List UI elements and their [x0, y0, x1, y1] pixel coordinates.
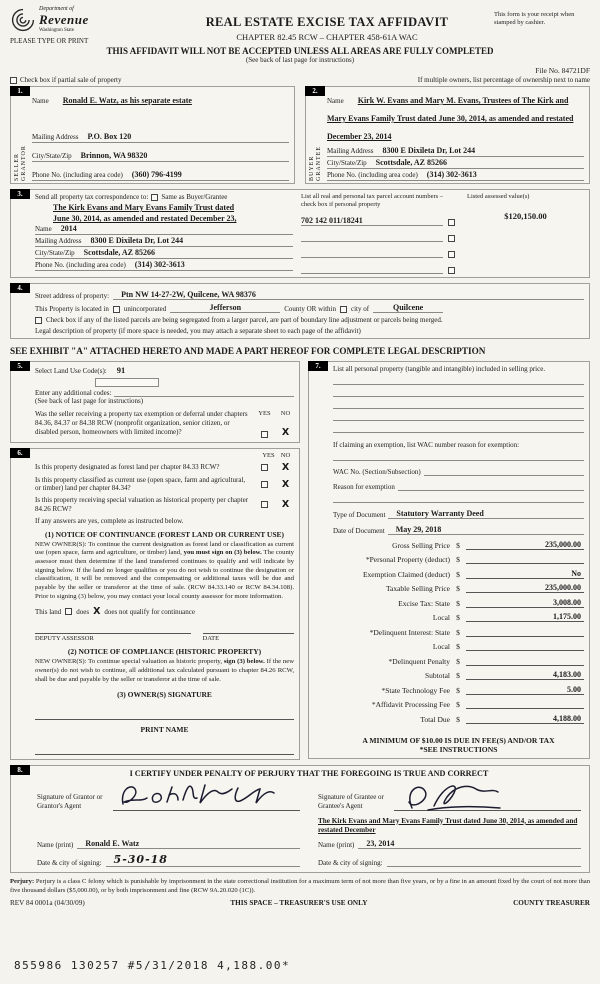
- buyer-csz-row: [327, 157, 584, 169]
- affidavit-processing-fee-label: *Affidavit Processing Fee: [371, 700, 450, 710]
- seller-section: [10, 86, 295, 184]
- if-yes-note: If any answers are yes, complete as instructed below.: [35, 516, 184, 525]
- city-of-label: city of: [351, 305, 370, 314]
- forest-land-question-row: [35, 462, 294, 473]
- grantor-print-name-group: [37, 839, 300, 849]
- buyer-name-label: Name: [327, 97, 344, 105]
- delinquent-penalty-row: [333, 656, 584, 666]
- buyer-mailing-row: [327, 145, 584, 157]
- personal-property-deduct-field[interactable]: [466, 554, 584, 564]
- land-use-label: Select Land Use Code(s):: [35, 367, 107, 376]
- historic-no-answer[interactable]: X: [281, 499, 290, 511]
- revenue-swirl-icon: [10, 7, 36, 33]
- header: [10, 6, 590, 45]
- perjury-notice: [10, 878, 590, 895]
- warning-line: THIS AFFIDAVIT WILL NOT BE ACCEPTED UNLESS ALL AREAS ARE FULLY COMPLETED: [106, 46, 494, 56]
- owner-print-name-line[interactable]: [35, 754, 294, 755]
- delinquent-interest-state-label: *Delinquent Interest: State: [369, 627, 450, 637]
- document-date-label: Date of Document: [333, 527, 385, 536]
- perjury-lead: Perjury:: [10, 878, 35, 886]
- notice-1-bold: you must sign on (3) below.: [183, 549, 262, 557]
- partial-sale-row: [10, 76, 590, 84]
- print-name-row: [37, 839, 581, 849]
- wac-label: WAC No. (Section/Subsection): [333, 468, 421, 477]
- grantor-print-name-field[interactable]: Ronald E. Watz: [77, 839, 300, 849]
- exemption-claimed-label: Exemption Claimed (deduct): [362, 569, 450, 579]
- seller-mailing-field[interactable]: P.O. Box 120: [87, 132, 132, 141]
- seller-name-label: Name: [32, 97, 49, 105]
- forest-land-question: Is this property designated as forest land per chapter 84.33 RCW?: [35, 462, 220, 471]
- buyer-csz-field[interactable]: Scottsdale, AZ 85266: [375, 158, 448, 167]
- buyer-side-text: BUYER: [309, 155, 315, 181]
- correspondence-trust-line-1: The Kirk Evans and Mary Evans Family Trust dated: [53, 203, 235, 212]
- street-address-label: Street address of property:: [35, 292, 110, 301]
- section-3-number: 3.: [10, 189, 30, 199]
- minimum-fee-note: A MINIMUM OF $10.00 IS DUE IN FEE(S) AND/OR TAX: [362, 735, 555, 745]
- segregated-label: Check box if any of the listed parcels are being segregated from a larger parcel, are part of boundary line adjustment or parcels being merged.: [46, 316, 443, 325]
- street-address-row: [35, 290, 584, 300]
- section-5-number: 5.: [10, 361, 30, 371]
- location-row: [35, 303, 584, 313]
- deputy-date-column: [203, 633, 294, 642]
- personal-property-line-3[interactable]: [333, 397, 584, 409]
- affidavit-processing-fee-row: [333, 699, 584, 709]
- excise-tax-state-row: [333, 598, 584, 608]
- buyer-csz-label: City/State/Zip: [327, 159, 367, 167]
- grantor-signature-block: [37, 781, 300, 811]
- same-as-buyer-label: Same as Buyer/Grantee: [161, 193, 228, 201]
- multiple-owners-note: If multiple owners, list percentage of ownership next to name: [417, 76, 590, 84]
- grantor-signature: [117, 780, 277, 814]
- correspondence-name-field[interactable]: 2014: [60, 224, 77, 233]
- exemption-question-row: [35, 410, 294, 437]
- see-back-instructions: (See back of last page for instructions): [35, 397, 144, 406]
- taxable-selling-price-label: Taxable Selling Price: [385, 584, 450, 594]
- located-in-label: This Property is located in: [35, 305, 109, 314]
- legal-description-label: Legal description of property (if more space is needed, you may attach a separate sheet to each page of the affidavit): [35, 327, 361, 336]
- assessed-value-field[interactable]: $120,150.00: [504, 211, 547, 222]
- state-technology-fee-label: *State Technology Fee: [381, 685, 450, 695]
- deputy-date-line[interactable]: [203, 633, 294, 634]
- yes-column-header: YES: [262, 451, 275, 459]
- claiming-exemption-label: If claiming an exemption, list WAC number reason for exemption:: [333, 441, 520, 450]
- grantor-side-text: GRANTOR: [21, 145, 27, 181]
- owners-signature-title: (3) OWNER(S) SIGNATURE: [117, 689, 212, 699]
- notice-1-pre: NEW OWNER(S): To continue the current designation as forest land or classification as current use (open space, farm and agriculture, or timber) land,: [35, 540, 294, 557]
- notice-2-pre: NEW OWNER(S): To continue special valuation as historic property,: [35, 658, 224, 666]
- exhibit-a-line: SEE EXHIBIT "A" ATTACHED HERETO AND MADE A PART HEREOF FOR COMPLETE LEGAL DESCRIPTION: [10, 346, 486, 357]
- grantee-trust-note-wrap: [318, 815, 581, 836]
- dollar-sign: $: [456, 555, 460, 565]
- total-due-field[interactable]: 4,188.00: [466, 714, 584, 724]
- dollar-sign: $: [456, 656, 460, 666]
- parcel-row-1: [301, 216, 455, 226]
- city-field[interactable]: Quilcene: [373, 303, 443, 313]
- does-label: does: [76, 607, 90, 616]
- correspondence-mailing-row: [35, 235, 293, 247]
- section-7-number: 7.: [308, 361, 328, 371]
- section-8-number: 8.: [10, 765, 30, 775]
- middle-columns: [10, 361, 590, 759]
- segregated-checkbox[interactable]: [35, 317, 42, 324]
- dollar-sign: $: [456, 540, 460, 550]
- delinquent-interest-state-field[interactable]: [466, 627, 584, 637]
- certify-statement: I CERTIFY UNDER PENALTY OF PERJURY THAT THE FOREGOING IS TRUE AND CORRECT: [129, 768, 489, 778]
- classification-section: [10, 448, 300, 760]
- grantee-signature-block: [318, 781, 581, 811]
- delinquent-interest-local-field[interactable]: [466, 641, 584, 651]
- correspondence-mailing-label: Mailing Address: [35, 237, 82, 245]
- excise-tax-state-field[interactable]: 3,008.00: [466, 598, 584, 608]
- correspondence-mailing-field[interactable]: 8300 E Dixileta Dr, Lot 244: [90, 236, 184, 245]
- exemption-question-text: Was the seller receiving a property tax exemption or deferral under chapters 84.36, 84.37 or 84.38 RCW (nonprofit organization, senior citizen, or disabled person, homeowners with limited income)?: [35, 410, 248, 437]
- land-use-code-field[interactable]: 91: [116, 365, 126, 376]
- seller-csz-label: City/State/Zip: [32, 152, 72, 160]
- property-address-section: [10, 283, 590, 339]
- grantor-date-label: Date & city of signing:: [37, 859, 102, 868]
- this-land-label: This land: [35, 607, 62, 616]
- seller-grantor-side-label: [14, 90, 28, 181]
- parcel-row-3: [301, 249, 455, 258]
- unincorporated-label: unincorporated: [123, 305, 167, 314]
- excise-tax-local-label: Local: [432, 613, 450, 623]
- notice-compliance-title: (2) NOTICE OF COMPLIANCE (HISTORIC PROPERTY): [67, 647, 262, 657]
- partial-sale-label: Check box if partial sale of property: [20, 76, 122, 84]
- grantee-print-name-field[interactable]: 23, 2014: [358, 839, 581, 849]
- exemption-no-answer[interactable]: X: [281, 426, 290, 438]
- logo-revenue-text: Revenue: [39, 12, 89, 27]
- section-4-number: 4.: [10, 283, 30, 293]
- logo-dept-text: Department of: [39, 6, 74, 12]
- parcel-number-field[interactable]: 702 142 011/18241: [301, 216, 443, 226]
- personal-property-checkbox-2[interactable]: [448, 235, 455, 242]
- seller-name-row: [32, 90, 289, 124]
- land-does-checkbox[interactable]: [65, 608, 72, 615]
- parcel-row-2: [301, 233, 455, 242]
- subtotal-label: Subtotal: [424, 671, 450, 681]
- seller-side-text: SELLER: [14, 153, 20, 181]
- document-type-label: Type of Document: [333, 511, 386, 520]
- subtotal-row: [333, 670, 584, 680]
- dollar-sign: $: [456, 598, 460, 608]
- parcel-numbers-area: [293, 193, 463, 274]
- continuance-answer-row: [35, 606, 294, 617]
- dollar-sign: $: [456, 642, 460, 652]
- parcel-row-4: [301, 265, 455, 274]
- current-use-no-answer[interactable]: X: [281, 478, 290, 490]
- print-name-title: PRINT NAME: [140, 724, 189, 734]
- trust-note-row: [37, 815, 581, 836]
- total-due-label: Total Due: [420, 714, 450, 724]
- unincorporated-checkbox[interactable]: [113, 306, 120, 313]
- buyer-grantee-side-label: [309, 90, 323, 181]
- deputy-assessor-label: DEPUTY ASSESSOR: [35, 635, 94, 643]
- exemption-yes-column: [256, 410, 273, 437]
- delinquent-interest-local-label: Local: [432, 642, 450, 652]
- grantor-signature-line[interactable]: [113, 781, 300, 811]
- grantee-signature-line[interactable]: [394, 781, 581, 811]
- land-use-section: [10, 361, 300, 442]
- deputy-assessor-column: [35, 633, 191, 642]
- dollar-sign: $: [456, 569, 460, 579]
- personal-property-checkbox-4[interactable]: [448, 267, 455, 274]
- excise-tax-state-label: Excise Tax: State: [398, 598, 450, 608]
- seller-phone-row: [32, 169, 289, 181]
- form-chapter: CHAPTER 82.45 RCW – CHAPTER 458-61A WAC: [236, 32, 418, 42]
- header-center: [160, 6, 494, 42]
- notice-continuance-body: [35, 541, 294, 602]
- tax-correspondence-section: [10, 189, 590, 278]
- personal-property-checkbox-3[interactable]: [448, 251, 455, 258]
- please-type-or-print: PLEASE TYPE OR PRINT: [10, 37, 89, 45]
- correspondence-trust-line-2: June 30, 2014, as amended and restated December 23,: [53, 214, 237, 223]
- signature-row: [37, 781, 581, 811]
- current-use-question-row: [35, 476, 294, 494]
- file-number: File No. 84721DF: [535, 66, 590, 75]
- taxable-selling-price-field[interactable]: 235,000.00: [466, 583, 584, 593]
- no-column-header: NO: [280, 451, 291, 459]
- see-back-note: (See back of last page for instructions): [245, 56, 355, 64]
- delinquent-penalty-field[interactable]: [466, 656, 584, 666]
- notice-compliance-body: [35, 658, 294, 684]
- see-instructions-note: *SEE INSTRUCTIONS: [419, 744, 498, 754]
- historic-property-question-row: [35, 496, 294, 514]
- forest-land-yes-checkbox[interactable]: [261, 464, 268, 471]
- correspondence-fields: [35, 193, 293, 274]
- seller-fields: [28, 90, 289, 181]
- current-use-yes-checkbox[interactable]: [261, 481, 268, 488]
- state-technology-fee-field[interactable]: 5.00: [466, 685, 584, 695]
- notice-1-rest: The county assessor must then determine if the land transferred continues to qualify and will indicate by signing below. If the land no longer qualifies or you do not wish to continue the designation or classification, it will be removed and the compensating or additional taxes will be due and payable by the seller or transferor at the time of sale. (RCW 84.33.140 or RCW 84.34.108). Prior to signing (3) below, you may contact your local county assessor for more information.: [35, 549, 294, 600]
- document-date-field[interactable]: May 29, 2018: [388, 525, 584, 535]
- grantor-name-print-label: Name (print): [37, 841, 74, 850]
- excise-tax-local-field[interactable]: 1,175.00: [466, 612, 584, 622]
- state-technology-fee-row: [333, 685, 584, 695]
- certification-section: [10, 765, 590, 874]
- send-correspondence-row: [35, 193, 293, 201]
- grantee-date-label: Date & city of signing:: [318, 859, 383, 868]
- footer-row: [10, 899, 590, 907]
- gross-selling-price-field[interactable]: 235,000.00: [466, 540, 584, 550]
- personal-property-deduct-label: *Personal Property (deduct): [365, 555, 450, 565]
- exemption-claimed-row: [333, 569, 584, 579]
- legal-description-row: [35, 327, 584, 335]
- buyer-name-row: [327, 90, 584, 145]
- grantee-print-name-group: [318, 839, 581, 849]
- additional-codes-label: Enter any additional codes:: [35, 389, 112, 398]
- correspondence-csz-row: [35, 247, 293, 259]
- additional-codes-row: [35, 389, 294, 397]
- grantee-date-group: [318, 853, 581, 867]
- wac-row: [333, 467, 584, 476]
- historic-property-question: Is this property receiving special valuation as historical property per chapter 84.26 RCW?: [35, 496, 249, 513]
- assessed-value-area: [463, 193, 584, 274]
- reason-blank-line[interactable]: [333, 491, 584, 503]
- exemption-yes-checkbox[interactable]: [261, 431, 268, 438]
- notice-2-bold: sign (3) below.: [223, 658, 265, 666]
- dollar-sign: $: [456, 714, 460, 724]
- wac-field[interactable]: [424, 467, 584, 476]
- trust-note-spacer: [37, 815, 300, 836]
- parcel-header: List all real and personal tax parcel account numbers – check box if personal property: [301, 193, 444, 209]
- personal-property-line-2[interactable]: [333, 385, 584, 397]
- grantee-signature: [398, 780, 508, 814]
- forest-land-no-answer[interactable]: X: [281, 461, 290, 473]
- exemption-blank-line[interactable]: [333, 449, 584, 461]
- does-not-qualify-label: does not qualify for continuance: [104, 607, 196, 616]
- left-column: [10, 361, 300, 759]
- city-checkbox[interactable]: [340, 306, 347, 313]
- buyer-phone-label: Phone No. (including area code): [327, 171, 418, 179]
- buyer-section: [305, 86, 590, 184]
- same-as-buyer-checkbox[interactable]: [151, 194, 158, 201]
- seller-csz-row: [32, 150, 289, 162]
- dollar-sign: $: [456, 627, 460, 637]
- yes-header: YES: [258, 410, 271, 418]
- correspondence-phone-field[interactable]: (314) 302-3613: [134, 260, 185, 269]
- total-due-row: [333, 714, 584, 724]
- additional-codes-field[interactable]: [114, 389, 294, 397]
- notice-continuance-title: (1) NOTICE OF CONTINUANCE (FOREST LAND OR CURRENT USE): [44, 529, 285, 539]
- correspondence-csz-field[interactable]: Scottsdale, AZ 85266: [83, 248, 156, 257]
- grantor-signature-label: Signature of Grantor or Grantor's Agent: [37, 793, 103, 810]
- personal-property-label: List all personal property (tangible and intangible) included in selling price.: [333, 365, 546, 374]
- document-type-row: [333, 509, 584, 519]
- owner-signature-line[interactable]: [35, 719, 294, 720]
- seller-phone-field[interactable]: (360) 796-4199: [131, 170, 182, 179]
- does-not-x-mark[interactable]: X: [93, 606, 101, 618]
- send-correspondence-label: Send all property tax correspondence to:: [35, 193, 149, 201]
- dollar-sign: $: [456, 700, 460, 710]
- seller-mailing-row: [32, 131, 289, 143]
- grantor-date-group: [37, 853, 300, 867]
- segregated-row: [35, 316, 584, 324]
- excise-tax-local-row: [333, 612, 584, 622]
- form-title: REAL ESTATE EXCISE TAX AFFIDAVIT: [205, 15, 449, 29]
- section-6-number: 6.: [10, 448, 30, 458]
- delinquent-interest-state-row: [333, 627, 584, 637]
- exemption-claimed-field[interactable]: No: [466, 569, 584, 579]
- personal-property-checkbox-1[interactable]: [448, 219, 455, 226]
- notice-2-rest: If the new owner(s) do not wish to continue, all additional tax calculated pursuant to chapter 84.26 RCW, shall be due and payable by the seller or transferor at the time of sale.: [35, 658, 295, 683]
- buyer-phone-row: [327, 169, 584, 181]
- grantee-side-text: GRANTEE: [316, 146, 322, 181]
- section-2-number: 2.: [305, 86, 325, 96]
- affidavit-processing-fee-field[interactable]: [466, 699, 584, 709]
- dollar-sign: $: [456, 613, 460, 623]
- grantee-name-print-label: Name (print): [318, 841, 355, 850]
- perjury-text: Perjury is a class C felony which is punishable by imprisonment in the state correctional institution for a maximum term of not more than five years, or by a fine in an amount fixed by the court of not more than five thousand dollars ($5,000.00), or by both imprisonment and fine (RCW 9A.20.020 (1C)).: [10, 878, 590, 894]
- partial-sale-checkbox[interactable]: [10, 77, 17, 84]
- buyer-phone-field[interactable]: (314) 302-3613: [426, 170, 477, 179]
- logo-state-text: Washington State: [39, 28, 75, 33]
- personal-property-line-5[interactable]: [333, 421, 584, 433]
- reason-field[interactable]: [398, 482, 584, 491]
- dept-revenue-logo: [10, 6, 160, 33]
- historic-yes-checkbox[interactable]: [261, 501, 268, 508]
- parties-row: [10, 86, 590, 184]
- buyer-mailing-label: Mailing Address: [327, 147, 374, 155]
- document-date-row: [333, 525, 584, 535]
- gross-selling-price-row: [333, 540, 584, 550]
- street-address-field[interactable]: Ptn NW 14-27-2W, Quilcene, WA 98376: [113, 290, 584, 300]
- deputy-assessor-row: [35, 633, 294, 642]
- parcel-blank-line-2[interactable]: [301, 233, 443, 242]
- yes-no-header-row: [35, 452, 294, 459]
- grantor-date-field[interactable]: 5-30-18: [106, 853, 300, 867]
- form-revision-number: REV 84 0001a (04/30/09): [10, 899, 85, 908]
- parcel-blank-line-3[interactable]: [301, 249, 443, 258]
- county-treasurer-label: COUNTY TREASURER: [513, 899, 590, 908]
- header-left: [10, 6, 160, 45]
- exemption-no-column: [277, 410, 294, 437]
- seller-csz-field[interactable]: Brinnon, WA 98320: [80, 151, 148, 160]
- treasurer-receipt-stamp: 855986 130257 #5/31/2018 4,188.00*: [14, 959, 291, 972]
- section-1-number: 1.: [10, 86, 30, 96]
- grantee-trust-note: The Kirk Evans and Mary Evans Family Trust dated June 30, 2014, as amended and restated December: [318, 816, 578, 834]
- no-header: NO: [280, 410, 291, 418]
- deputy-assessor-signature-line[interactable]: [35, 633, 191, 634]
- current-use-question: Is this property classified as current use (open space, farm and agricultural, or timber) land per chapter 84.34?: [35, 475, 246, 493]
- seller-mailing-label: Mailing Address: [32, 133, 79, 141]
- correspondence-phone-row: [35, 259, 293, 271]
- document-type-field[interactable]: Statutory Warranty Deed: [388, 509, 584, 519]
- deputy-date-label: DATE: [202, 635, 220, 643]
- seller-phone-label: Phone No. (including area code): [32, 171, 123, 179]
- treasurer-space-label: THIS SPACE – TREASURER'S USE ONLY: [230, 899, 368, 908]
- reason-label: Reason for exemption: [333, 483, 395, 492]
- taxable-selling-price-row: [333, 583, 584, 593]
- county-or-label: County OR within: [284, 305, 336, 314]
- buyer-fields: [323, 90, 584, 181]
- grantee-signature-label: Signature of Grantee or Grantee's Agent: [318, 793, 384, 810]
- selling-price-section: [308, 361, 590, 759]
- personal-property-line-1[interactable]: [333, 373, 584, 385]
- seller-name-field[interactable]: Ronald E. Watz, as his separate estate: [62, 96, 192, 105]
- right-column: [308, 361, 590, 759]
- dollar-sign: $: [456, 685, 460, 695]
- delinquent-penalty-label: *Delinquent Penalty: [388, 656, 450, 666]
- parcel-blank-line-4[interactable]: [301, 265, 443, 274]
- gross-selling-price-label: Gross Selling Price: [392, 540, 450, 550]
- buyer-mailing-field[interactable]: 8300 E Dixileta Dr, Lot 244: [382, 146, 476, 155]
- assessed-value-label: Listed assessed value(s): [467, 193, 530, 200]
- correspondence-name-label: Name: [35, 225, 52, 233]
- dollar-sign: $: [456, 584, 460, 594]
- subtotal-field[interactable]: 4,183.00: [466, 670, 584, 680]
- correspondence-csz-label: City/State/Zip: [35, 249, 75, 257]
- delinquent-interest-local-row: [333, 641, 584, 651]
- land-use-code-box[interactable]: [95, 378, 159, 387]
- grantee-date-field[interactable]: [387, 866, 581, 867]
- receipt-note: This form is your receipt when stamped by cashier.: [494, 11, 575, 27]
- reason-row: [333, 482, 584, 491]
- county-field[interactable]: Jefferson: [170, 303, 280, 313]
- correspondence-phone-label: Phone No. (including area code): [35, 261, 126, 269]
- logo-text: [39, 6, 89, 33]
- land-use-row: [35, 365, 294, 375]
- correspondence-name-row: [35, 223, 293, 235]
- dollar-sign: $: [456, 671, 460, 681]
- personal-property-deduct-row: [333, 554, 584, 564]
- personal-property-line-4[interactable]: [333, 409, 584, 421]
- date-city-row: [37, 853, 581, 867]
- buyer-name-field[interactable]: Kirk W. Evans and Mary M. Evans, Trustees of The Kirk and Mary Evans Family Trust dated June 30, 2014, as amended and restated December 23, 2014: [327, 96, 574, 141]
